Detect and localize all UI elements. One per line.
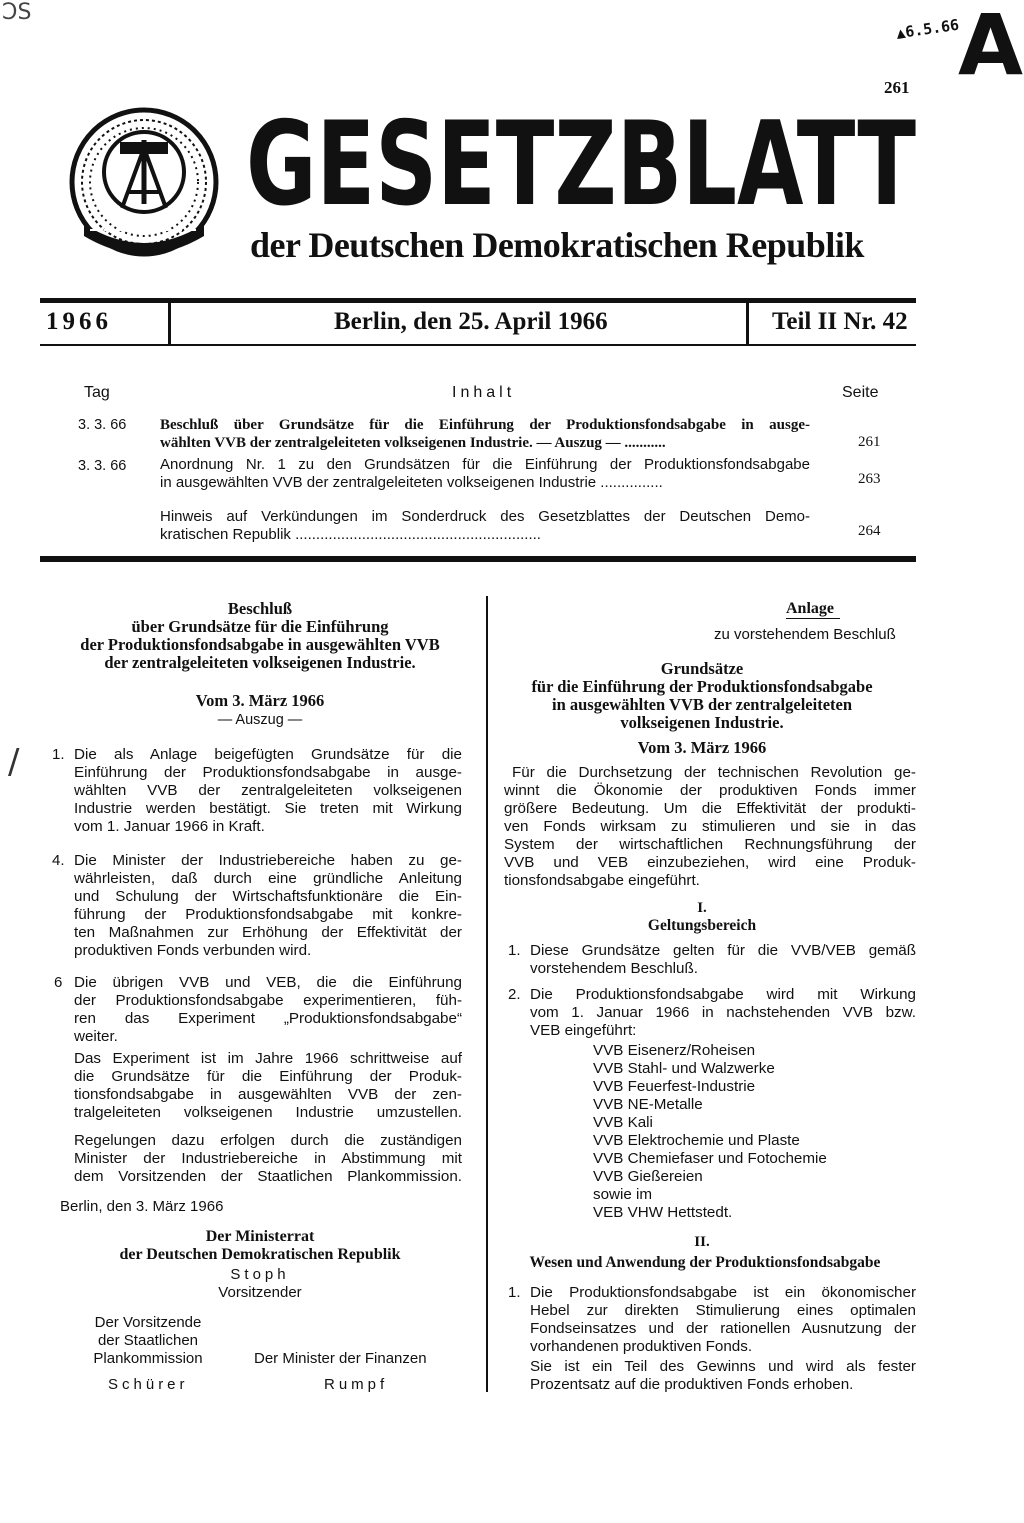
heading-line: der Produktionsfondsabgabe in ausgewählten VVB (80, 635, 440, 654)
text-line: vom 1. Januar 1966 in nachstehenden VVB bzw. (530, 1004, 916, 1021)
signer-title: Vorsitzender (218, 1284, 302, 1301)
decree-paragraph (74, 1050, 462, 1122)
text-line: ren das Experiment „Produktionsfondsabgabe“ (74, 1010, 462, 1027)
text-line: VEB eingeführt: (530, 1022, 637, 1039)
text-line: Industrie werden bestätigt. Sie treten mit Wirkung (74, 800, 462, 817)
text-line: winnt die Ökonomie der produktiven Fonds immer (504, 782, 916, 799)
toc-line: kratischen Republik ........................................................... (160, 526, 541, 543)
text-line: Einführung der Produktionsfondsabgabe in ausge- (74, 764, 462, 781)
list-item: VVB Stahl- und Walzwerke (593, 1060, 775, 1077)
principles-item-text (530, 986, 916, 1040)
decree-date: Vom 3. März 1966 (195, 691, 325, 710)
sig-title-line: der Staatlichen (97, 1332, 199, 1349)
section-title: Wesen und Anwendung der Produktionsfondsabgabe (529, 1254, 881, 1271)
text-line: Die Produktionsfondsabgabe wird mit Wirkung (530, 986, 916, 1003)
list-item: VVB Chemiefaser und Fotochemie (593, 1150, 827, 1167)
received-stamp-date: ▲6.5.66 (895, 15, 961, 43)
text-line: Die übrigen VVB und VEB, die die Einführung (74, 974, 462, 991)
principles-intro (504, 764, 916, 890)
heading-line: in ausgewählten VVB der zentralgeleiteten (551, 695, 853, 714)
item-number: 1. (508, 1284, 521, 1301)
heading-line: der zentralgeleiteten volkseigenen Industrie. (104, 653, 416, 672)
toc-entry-page: 264 (858, 523, 881, 539)
toc-entry-text (160, 508, 810, 544)
toc-entry-page: 263 (858, 471, 881, 487)
decree-excerpt-note: — Auszug — (217, 712, 303, 728)
annex-underline (786, 618, 840, 619)
principles-heading (490, 660, 914, 732)
item-number: 4. (52, 852, 65, 869)
decree-item-text (74, 974, 462, 1046)
principles-item-text (530, 1284, 916, 1356)
list-item: sowie im (593, 1186, 653, 1203)
masthead-divider (746, 303, 749, 344)
text-line: Sie ist ein Teil des Gewinns und wird als fester (530, 1358, 916, 1375)
list-item: VVB Kali (593, 1114, 653, 1131)
text-line: Fondseinsatzes und der rationellen Ausnutzung der (530, 1320, 916, 1337)
heading-line: über Grundsätze für die Einführung (131, 617, 389, 636)
toc-line: wählten VVB der zentralgeleiteten volkseigenen Industrie. — Auszug — ........... (160, 435, 666, 451)
margin-tick-mark: / (8, 742, 20, 782)
text-line: System der wirtschaftlichen Rechnungsführung der (504, 836, 916, 853)
masthead-bottom-rule (40, 344, 916, 346)
text-line: Prozentsatz auf die produktiven Fonds erhoben. (530, 1376, 854, 1393)
text-line: wählten VVB der zentralgeleiteten volkseigenen (74, 782, 462, 799)
text-line: ven Fonds wirksam zu stimulieren und sie in das (504, 818, 916, 835)
list-item: VVB Elektrochemie und Plaste (593, 1132, 800, 1149)
text-line: die Grundsätze für die Einführung der Produk- (74, 1068, 462, 1085)
text-line: Minister der Industriebereiche in Abstimmung mit (74, 1150, 462, 1167)
toc-line: in ausgewählten VVB der zentralgeleiteten volkseigenen Industrie ............... (160, 474, 663, 491)
text-line: währleisten, daß durch eine gründliche Anleitung (74, 870, 462, 887)
list-item: VVB NE-Metalle (593, 1096, 703, 1113)
stamp-letter: A (958, 0, 1024, 94)
decree-heading (40, 600, 480, 672)
text-line: VVB und VEB einzubeziehen, wird eine Produk- (504, 854, 916, 871)
toc-col-seite: Seite (842, 384, 879, 401)
section-number: II. (694, 1234, 710, 1250)
text-line: Die als Anlage beigefügten Grundsätze für die (74, 746, 462, 763)
list-item: VEB VHW Hettstedt. (593, 1204, 733, 1221)
text-line: ten Maßnahmen zur Erhöhung der Effektivität der (74, 924, 462, 941)
annex-title: Anlage (786, 600, 834, 617)
decree-item-text (74, 852, 462, 960)
toc-bottom-rule (40, 556, 916, 562)
left-signature-title (70, 1314, 226, 1368)
issue-date: Berlin, den 25. April 1966 (334, 308, 608, 335)
principles-date: Vom 3. März 1966 (637, 738, 767, 757)
text-line: größere Bedeutung. Um die Effektivität der produkti- (504, 800, 916, 817)
text-line: und Schulung der Wirtschaftsfunktionäre die Ein- (74, 888, 462, 905)
right-signature-name: Rumpf (324, 1376, 389, 1393)
toc-line: Beschluß über Grundsätze für die Einführung der Produktionsfondsabgabe in ausge- (160, 417, 810, 433)
text-line: tionsfondsabgabe in ausgewählten VVB der zen- (74, 1086, 462, 1103)
toc-entry-text (160, 456, 810, 492)
text-line: vom 1. Januar 1966 in Kraft. (74, 818, 265, 835)
masthead-divider (168, 303, 171, 344)
text-line: vorhandenen produktiven Fonds. (530, 1338, 753, 1355)
text-line: Hebel zur direkten Stimulierung eines optimalen (530, 1302, 916, 1319)
toc-entry-date: 3. 3. 66 (78, 458, 127, 474)
masthead-title (246, 104, 918, 214)
list-item: VVB Feuerfest-Industrie (593, 1078, 756, 1095)
decree-paragraph (74, 1132, 462, 1186)
toc-line: Hinweis auf Verkündungen im Sonderdruck des Gesetzblattes der Deutschen Demo- (160, 508, 810, 525)
toc-col-inhalt: Inhalt (452, 384, 516, 401)
council-line: Der Ministerrat (205, 1228, 315, 1245)
text-line: Für die Durchsetzung der technischen Revolution ge- (512, 764, 916, 781)
heading-line: Grundsätze (660, 659, 744, 678)
corner-mark: ƆS (2, 0, 32, 25)
toc-line: Anordnung Nr. 1 zu den Grundsätzen für die Einführung der Produktionsfondsabgabe (160, 456, 810, 473)
text-line: Das Experiment ist im Jahre 1966 schrittweise auf (74, 1050, 462, 1067)
toc-entry-date: 3. 3. 66 (78, 417, 127, 433)
vvb-list (593, 1042, 913, 1222)
heading-line: Beschluß (227, 599, 293, 618)
toc-entry-page: 261 (858, 434, 881, 450)
decree-place-date: Berlin, den 3. März 1966 (60, 1198, 224, 1215)
column-divider (486, 596, 488, 1392)
left-signature-name: Schürer (108, 1376, 189, 1393)
state-emblem-icon (64, 104, 224, 264)
text-line: dem Vorsitzenden der Staatlichen Plankommission. (74, 1168, 462, 1185)
sig-title-line: Plankommission (93, 1350, 203, 1367)
heading-line: volkseigenen Industrie. (620, 713, 784, 732)
list-item: VVB Gießereien (593, 1168, 703, 1185)
toc-entry-text (160, 416, 810, 452)
text-line: führung der Produktionsfondsabgabe mit konkre- (74, 906, 462, 923)
text-line: tionsfondsabgabe eingeführt. (504, 872, 700, 889)
right-signature-title: Der Minister der Finanzen (254, 1350, 427, 1367)
decree-item-text (74, 746, 462, 836)
council-line: der Deutschen Demokratischen Republik (119, 1246, 401, 1263)
toc-col-tag: Tag (84, 384, 110, 401)
text-line: Regelungen dazu erfolgen durch die zuständigen (74, 1132, 462, 1149)
council-name (40, 1228, 480, 1264)
heading-line: für die Einführung der Produktionsfondsabgabe (531, 677, 873, 696)
text-line: Die Produktionsfondsabgabe ist ein ökonomischer (530, 1284, 916, 1301)
item-number: 1. (52, 746, 65, 763)
masthead-subtitle: der Deutschen Demokratischen Republik (250, 225, 864, 265)
list-item: VVB Eisenerz/Roheisen (593, 1042, 756, 1059)
sig-title-line: Der Vorsitzende (94, 1314, 202, 1331)
page-number: 261 (884, 78, 910, 97)
masthead-title-text: GESETZBLATT (246, 104, 916, 214)
text-line: vorstehendem Beschluß. (530, 960, 698, 977)
text-line: weiter. (74, 1028, 118, 1045)
section-title: Geltungsbereich (647, 917, 757, 934)
section-number: I. (697, 900, 707, 916)
issue-year: 1966 (46, 308, 112, 335)
item-number: 1. (508, 942, 521, 959)
issue-part: Teil II Nr. 42 (772, 308, 908, 335)
principles-item-text (530, 942, 916, 978)
text-line: tralgeleiteten volkseigenen Industrie umzustellen. (74, 1104, 462, 1121)
masthead-top-rule (40, 298, 916, 303)
text-line: Diese Grundsätze gelten für die VVB/VEB gemäß (530, 942, 916, 959)
text-line: produktiven Fonds verbunden wird. (74, 942, 312, 959)
annex-subtitle: zu vorstehendem Beschluß (714, 626, 896, 643)
text-line: Die Minister der Industriebereiche haben zu ge- (74, 852, 462, 869)
item-number: 6 (54, 974, 63, 991)
signer-name: Stoph (230, 1266, 290, 1283)
principles-paragraph (530, 1358, 916, 1394)
text-line: der Produktionsfondsabgabe experimentieren, füh- (74, 992, 462, 1009)
item-number: 2. (508, 986, 521, 1003)
